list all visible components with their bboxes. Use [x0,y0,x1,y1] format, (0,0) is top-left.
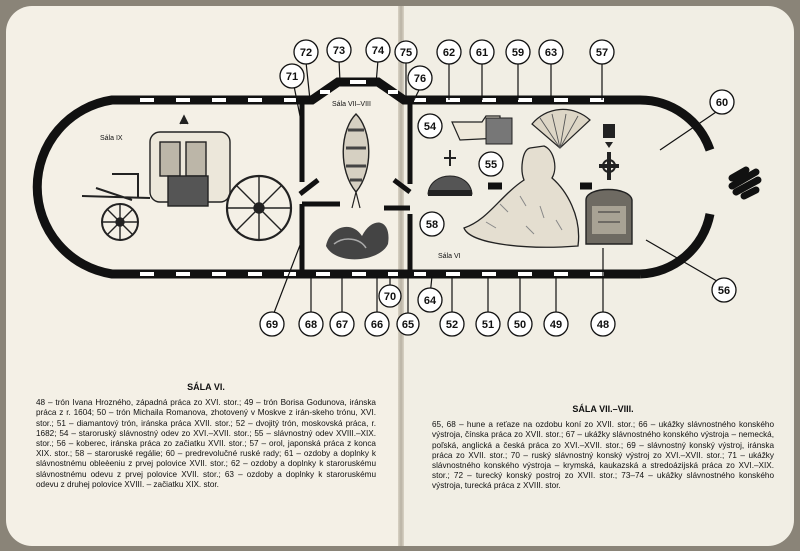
marker-66: 66 [370,319,384,331]
hall-end [640,100,710,274]
gloves-illustration [452,116,512,144]
hall-7-8-title: SÁLA VII.–VIII. [572,404,634,414]
marker-73: 73 [332,45,346,57]
marker-61: 61 [475,47,489,59]
marker-69: 69 [265,319,279,331]
marker-57: 57 [595,47,609,59]
marker-58: 58 [425,219,439,231]
marker-71: 71 [285,71,299,83]
marker-67: 67 [335,319,349,331]
hall-6-text: 48 – trón Ivana Hrozného, západná práca zo XVI. stor.; 49 – trón Borisa Godunova, iránska práca z r. 1604; 50 – trón Michaila Romanova, zhotovený v Moskve z irán-skeho trónu, XVI. stor.; 51 – diamantový trón, iránska práca XVII. stor.; 52 – dvojitý trón, moskovská práca, r. 1682; 54 – staroruský slávnostný odev zo XVI.–XVII. stor.; 55 – slávnostný odev XVIII.–XIX. stor.; 56 – koberec, iránska práca zo začiatku XVII. stor.; 57 – orol, japonská práca z konca XIX. stor.; 58 – staroruské regálie; 60 – predrevolučné ruské rady; 61 – ozdoby a doplnky k slávnostnému obleèeniu z prvej polovice XVII. stor.; 62 – ozdoby a doplnky k staroruskému slávnostnému odevu z prvej polovice XVII. stor.; 63 – ozdoby a doplnky k staroruskému odevu z druhej polovice XVIII. – začiatku XIX. stor. [36,398,376,489]
hall-7-8-legend [432,404,774,492]
marker-48: 48 [596,319,610,331]
marker-54: 54 [423,121,437,133]
order-cross-illustration [599,124,619,180]
saddle-illustration [326,223,389,260]
hall-6-label: Sála VI [438,253,461,260]
marker-65: 65 [401,319,415,331]
exit-arrow-icon [732,170,758,196]
marker-68: 68 [304,319,318,331]
marker-62: 62 [442,47,456,59]
marker-top-row [294,38,614,64]
hall-6-title: SÁLA VI. [187,382,225,392]
marker-63: 63 [544,47,558,59]
marker-60: 60 [715,97,729,109]
marker-64: 64 [423,295,437,307]
marker-75: 75 [399,47,413,59]
hall-6-legend [36,382,376,490]
marker-59: 59 [511,47,525,59]
marker-70: 70 [383,291,397,303]
marker-52: 52 [445,319,459,331]
marker-50: 50 [513,319,527,331]
throne-illustration [586,190,632,245]
marker-72: 72 [299,47,313,59]
marker-49: 49 [549,319,563,331]
marker-74: 74 [371,45,385,57]
hall-7-8-text: 65, 68 – hune a reťaze na ozdobu koní zo XVII. stor.; 66 – ukážky slávnostného konského výstroja, čínska práca zo XVII. stor.; 67 – ukážky slávnostného konského výstroja – nemecká, poľská, anglická a česká práca zo XVI.–XVII. stor.; 69 – slávnostný konský výstroj, iránska práca zo XVII. stor.; 70 – ruský slávnostný konský výstroj zo XVI.–XVII. stor.; 71 – ukážky slávnostného konského výstroja – krymská, kaukazská a stredoázijská práca zo XVI.–XIX. stor.; 72 – turecký konský postroj zo XVII. stor.; 73–74 – ukážky slávnostného konského výstroja, turecká práca z XVIII. stor. [432,420,774,491]
horse-ornament-illustration [343,114,369,208]
marker-bottom-row [260,278,736,336]
marker-55: 55 [484,159,498,171]
marker-76: 76 [413,73,427,85]
crown-illustration [428,150,472,196]
hall-7-8-label: Sála VII–VIII [332,101,371,108]
marker-56: 56 [717,285,731,297]
fan-illustration [532,109,590,148]
hall-9-label: Sála IX [100,135,123,142]
marker-51: 51 [481,319,495,331]
